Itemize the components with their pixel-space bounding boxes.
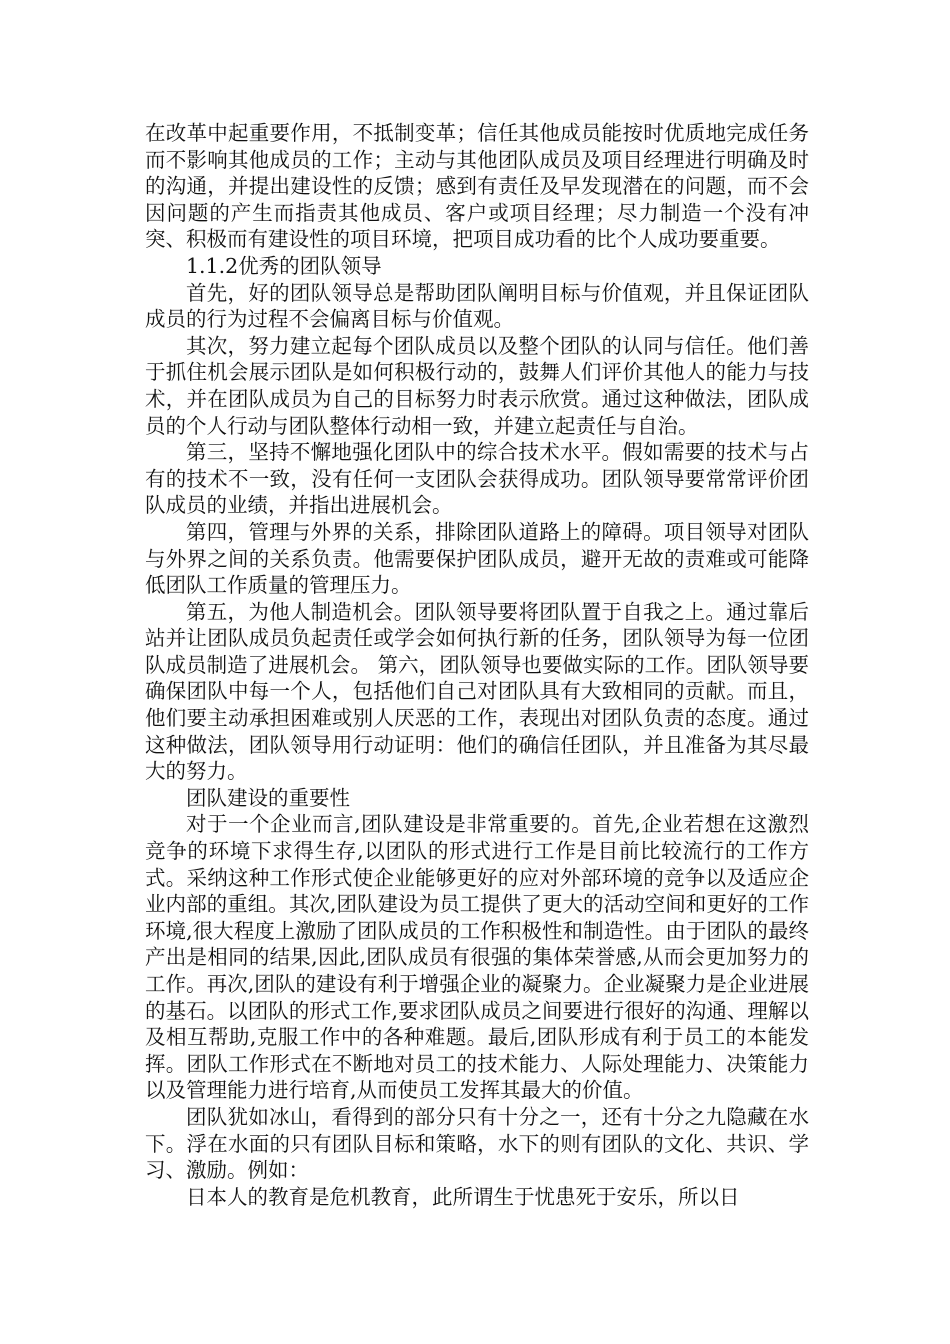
paragraph-second: 其次，努力建立起每个团队成员以及整个团队的认同与信任。他们善于抓住机会展示团队是如何积极行动的，鼓舞人们评价其他人的能力与技术，并在团队成员为自己的目标努力时表示欣赏。通过这种做法，团队成员的个人行动与团队整体行动相一致，并建立起责任与自治。 [145, 333, 809, 438]
paragraph-iceberg: 团队犹如冰山，看得到的部分只有十分之一，还有十分之九隐藏在水下。浮在水面的只有团队目标和策略，水下的则有团队的文化、共识、学习、激励。例如： [145, 1104, 809, 1183]
paragraph-importance: 对于一个企业而言,团队建设是非常重要的。首先,企业若想在这激烈竞争的环境下求得生存,以团队的形式进行工作是目前比较流行的工作方式。采纳这种工作形式使企业能够更好的应对外部环境的竞争以及适应企业内部的重组。其次,团队建设为员工提供了更大的活动空间和更好的工作环境,很大程度上激励了团队成员的工作积极性和制造性。由于团队的最终产出是相同的结果,因此,团队成员有很强的集体荣誉感,从而会更加努力的工作。再次,团队的建设有利于增强企业的凝聚力。企业凝聚力是企业进展的基石。以团队的形式工作,要求团队成员之间要进行很好的沟通、理解以及相互帮助,克服工作中的各种难题。最后,团队形成有利于员工的本能发挥。团队工作形式在不断地对员工的技术能力、人际处理能力、决策能力以及管理能力进行培育,从而使员工发挥其最大的价值。 [145, 812, 809, 1103]
paragraph-fourth: 第四，管理与外界的关系，排除团队道路上的障碍。项目领导对团队与外界之间的关系负责。他需要保护团队成员，避开无故的责难或可能降低团队工作质量的管理压力。 [145, 519, 809, 598]
paragraph-third: 第三，坚持不懈地强化团队中的综合技术水平。假如需要的技术与占有的技术不一致，没有任何一支团队会获得成功。团队领导要常常评价团队成员的业绩，并指出进展机会。 [145, 440, 809, 518]
section-heading-importance: 团队建设的重要性 [186, 785, 350, 810]
paragraph-fifth-sixth: 第五，为他人制造机会。团队领导要将团队置于自我之上。通过靠后站并让团队成员负起责任或学会如何执行新的任务，团队领导为每一位团队成员制造了进展机会。 第六，团队领导也要做实际的工作。团队领导要确保团队中每一个人，包括他们自己对团队具有大致相同的贡献。而且，他们要主动承担困难或别人厌恶的工作，表现出对团队负责的态度。通过这种做法，团队领导用行动证明：他们的确信任团队，并且准备为其尽最大的努力。 [145, 599, 809, 784]
document-body [145, 120, 809, 1210]
paragraph-first: 首先，好的团队领导总是帮助团队阐明目标与价值观，并且保证团队成员的行为过程不会偏离目标与价值观。 [145, 280, 809, 332]
section-heading-team-leadership: 1.1.2优秀的团队领导 [186, 253, 382, 278]
paragraph-japan: 日本人的教育是危机教育，此所谓生于忧患死于安乐，所以日 [186, 1184, 740, 1209]
paragraph-continuation: 在改革中起重要作用，不抵制变革；信任其他成员能按时优质地完成任务而不影响其他成员的工作；主动与其他团队成员及项目经理进行明确及时的沟通，并提出建设性的反馈；感到有责任及早发现潜在的问题，而不会因问题的产生而指责其他成员、客户或项目经理；尽力制造一个没有冲突、积极而有建设性的项目环境，把项目成功看的比个人成功要重要。 [145, 121, 809, 252]
